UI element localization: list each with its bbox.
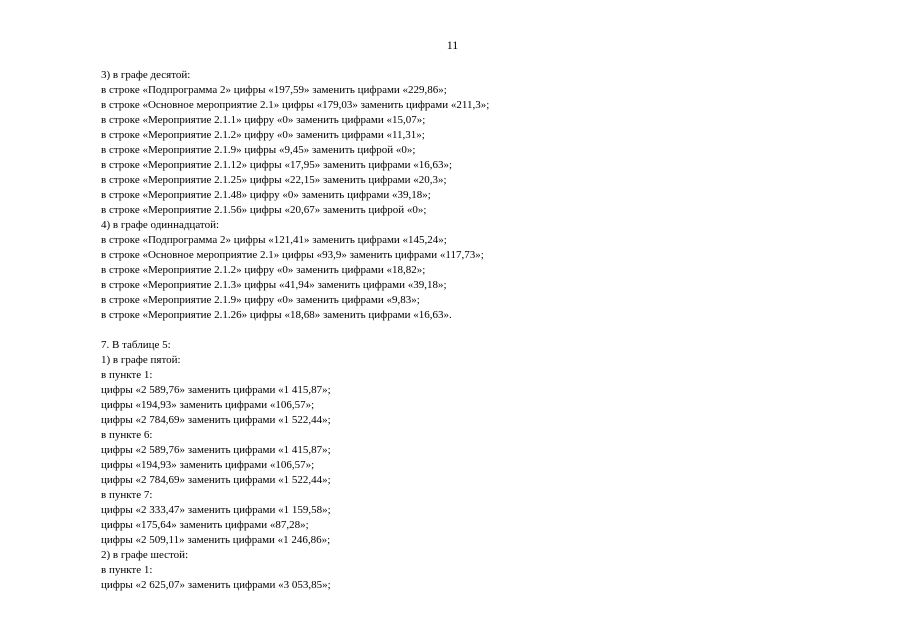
- text-line: цифры «2 784,69» заменить цифрами «1 522,44»;: [101, 474, 331, 486]
- text-line: в строке «Мероприятие 2.1.12» цифры «17,95» заменить цифрами «16,63»;: [101, 159, 453, 171]
- text-line: цифры «2 509,11» заменить цифрами «1 246,86»;: [101, 534, 331, 546]
- text-line: в пункте 1:: [101, 564, 153, 576]
- text-line: в строке «Мероприятие 2.1.26» цифры «18,68» заменить цифрами «16,63».: [101, 309, 452, 321]
- text-line: в строке «Мероприятие 2.1.3» цифры «41,94» заменить цифрами «39,18»;: [101, 279, 447, 291]
- text-line: цифры «2 589,76» заменить цифрами «1 415,87»;: [101, 384, 331, 396]
- text-line: 3) в графе десятой:: [101, 69, 191, 81]
- text-line: в строке «Мероприятие 2.1.9» цифры «9,45» заменить цифрой «0»;: [101, 144, 416, 156]
- text-line: в строке «Мероприятие 2.1.1» цифру «0» заменить цифрами «15,07»;: [101, 114, 426, 126]
- paragraph-gap: [101, 323, 801, 338]
- text-line: цифры «175,64» заменить цифрами «87,28»;: [101, 519, 309, 531]
- text-line: в пункте 6:: [101, 429, 153, 441]
- text-line: в строке «Мероприятие 2.1.2» цифру «0» заменить цифрами «11,31»;: [101, 129, 425, 141]
- text-line: в строке «Мероприятие 2.1.25» цифры «22,15» заменить цифрами «20,3»;: [101, 174, 447, 186]
- text-line: в строке «Подпрограмма 2» цифры «121,41» заменить цифрами «145,24»;: [101, 234, 447, 246]
- text-line: цифры «194,93» заменить цифрами «106,57»;: [101, 399, 315, 411]
- section-table-edits-graphs-10-11: [101, 68, 801, 323]
- page-number: 11: [446, 38, 459, 52]
- text-line: в строке «Мероприятие 2.1.56» цифры «20,67» заменить цифрой «0»;: [101, 204, 427, 216]
- text-line: 2) в графе шестой:: [101, 549, 189, 561]
- text-line: в строке «Мероприятие 2.1.9» цифру «0» заменить цифрами «9,83»;: [101, 294, 420, 306]
- text-line: в строке «Основное мероприятие 2.1» цифры «179,03» заменить цифрами «211,3»;: [101, 99, 490, 111]
- text-line: цифры «2 625,07» заменить цифрами «3 053,85»;: [101, 579, 331, 591]
- text-line: в строке «Мероприятие 2.1.2» цифру «0» заменить цифрами «18,82»;: [101, 264, 426, 276]
- text-line: цифры «2 333,47» заменить цифрами «1 159,58»;: [101, 504, 331, 516]
- text-line: цифры «194,93» заменить цифрами «106,57»;: [101, 459, 315, 471]
- text-line: в строке «Мероприятие 2.1.48» цифру «0» заменить цифрами «39,18»;: [101, 189, 431, 201]
- text-line: в пункте 7:: [101, 489, 153, 501]
- text-line: 7. В таблице 5:: [101, 339, 171, 351]
- document-body: [101, 68, 801, 593]
- text-line: в пункте 1:: [101, 369, 153, 381]
- text-line: цифры «2 784,69» заменить цифрами «1 522,44»;: [101, 414, 331, 426]
- text-line: в строке «Основное мероприятие 2.1» цифры «93,9» заменить цифрами «117,73»;: [101, 249, 484, 261]
- text-line: в строке «Подпрограмма 2» цифры «197,59» заменить цифрами «229,86»;: [101, 84, 447, 96]
- text-line: 4) в графе одиннадцатой:: [101, 219, 220, 231]
- section-table-5-edits: [101, 338, 801, 593]
- text-line: 1) в графе пятой:: [101, 354, 181, 366]
- text-line: цифры «2 589,76» заменить цифрами «1 415,87»;: [101, 444, 331, 456]
